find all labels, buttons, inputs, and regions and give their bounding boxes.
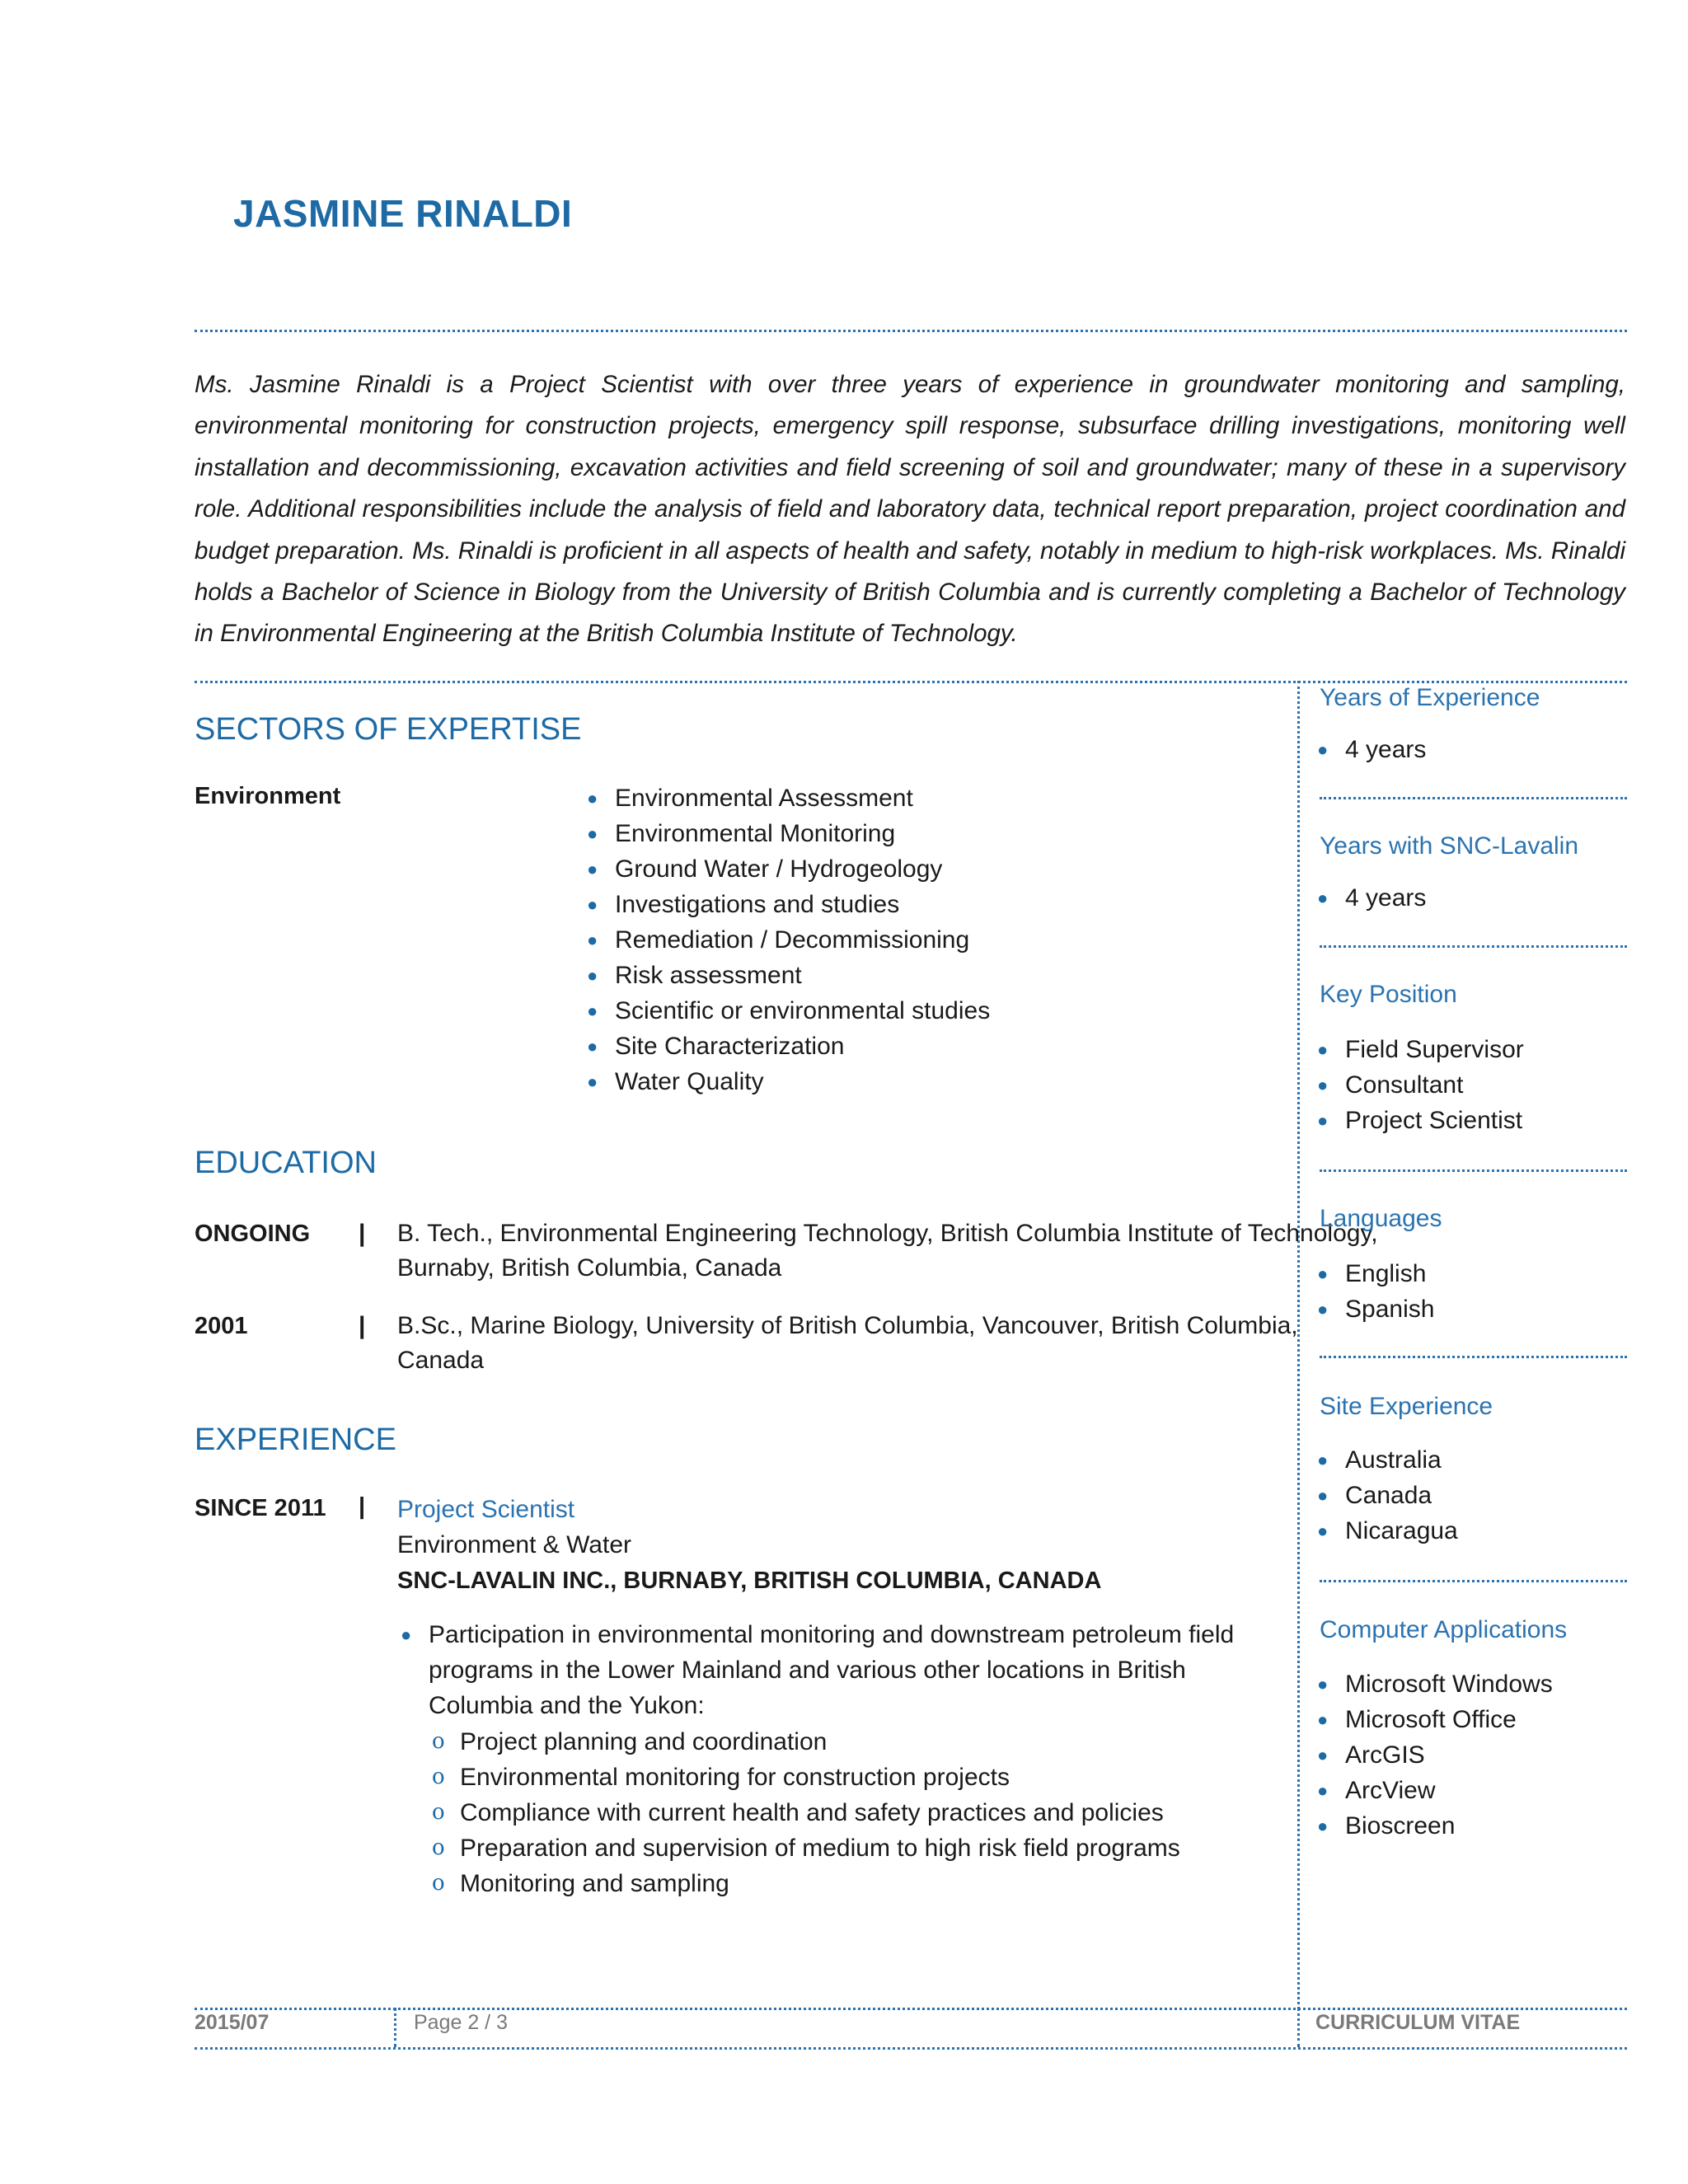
list-item: ● Australia bbox=[1314, 1442, 1458, 1478]
list-item: ● Spanish bbox=[1314, 1291, 1434, 1327]
footer-bottom-rule bbox=[195, 2047, 1627, 2050]
bullet-icon: ● bbox=[1317, 1299, 1329, 1319]
list-item: ● ArcView bbox=[1314, 1773, 1553, 1808]
education-year: 2001 bbox=[195, 1313, 248, 1339]
list-item: ● Water Quality bbox=[584, 1064, 990, 1099]
bullet-icon: ● bbox=[1317, 1263, 1329, 1284]
sector-list bbox=[584, 780, 990, 1099]
key-position-heading: Key Position bbox=[1320, 981, 1457, 1008]
bullet-icon: ● bbox=[1317, 1709, 1329, 1730]
bullet-icon: ● bbox=[1317, 1075, 1329, 1095]
list-item: o Compliance with current health and safety practices and policies bbox=[429, 1795, 1180, 1830]
list-item: ● Environmental Monitoring bbox=[584, 816, 990, 851]
list-item: ● Risk assessment bbox=[584, 958, 990, 993]
separator: | bbox=[359, 1220, 366, 1247]
list-item: ● 4 years bbox=[1314, 880, 1426, 916]
bullet-icon: ● bbox=[1317, 1816, 1329, 1836]
site-experience-heading: Site Experience bbox=[1320, 1393, 1493, 1420]
education-description: B. Tech., Environmental Engineering Technology, British Columbia Institute of Technology, Burnaby, British Columbia, Canada bbox=[397, 1220, 1378, 1282]
bullet-icon: ● bbox=[587, 894, 598, 915]
list-item: ● Ground Water / Hydrogeology bbox=[584, 851, 990, 887]
experience-bullets bbox=[397, 1617, 1271, 1723]
experience-period: SINCE 2011 bbox=[195, 1495, 326, 1521]
list-item: ● Field Supervisor bbox=[1314, 1032, 1524, 1067]
separator: | bbox=[359, 1312, 366, 1339]
key-position-list bbox=[1314, 1032, 1524, 1138]
job-division: Environment & Water bbox=[397, 1531, 631, 1558]
list-item: ● Investigations and studies bbox=[584, 887, 990, 922]
separator: | bbox=[359, 1493, 366, 1520]
employer-name: SNC-LAVALIN INC., BURNABY, BRITISH COLUMBIA, CANADA bbox=[397, 1568, 1102, 1594]
sectors-heading: SECTORS OF EXPERTISE bbox=[195, 712, 582, 747]
education-description: B.Sc., Marine Biology, University of British Columbia, Vancouver, British Columbia, Canada bbox=[397, 1312, 1298, 1374]
bullet-icon: ● bbox=[401, 1624, 412, 1645]
years-experience-list bbox=[1314, 732, 1426, 767]
education-heading: EDUCATION bbox=[195, 1146, 377, 1180]
bullet-icon: ● bbox=[1317, 1745, 1329, 1765]
site-experience-list bbox=[1314, 1442, 1458, 1549]
education-year: ONGOING bbox=[195, 1221, 311, 1247]
list-item: ● Microsoft Windows bbox=[1314, 1666, 1553, 1702]
list-item: ● Canada bbox=[1314, 1478, 1458, 1513]
list-item: ● Project Scientist bbox=[1314, 1103, 1524, 1138]
bullet-icon: ● bbox=[587, 1001, 598, 1021]
bullet-icon: ● bbox=[1317, 1039, 1329, 1060]
experience-sub-list bbox=[429, 1724, 1180, 1901]
list-item: o Project planning and coordination bbox=[429, 1724, 1180, 1760]
bullet-icon: ● bbox=[1317, 1780, 1329, 1801]
bullet-icon: ● bbox=[1317, 1485, 1329, 1506]
sidebar-divider bbox=[1320, 797, 1627, 799]
list-item: ● Scientific or environmental studies bbox=[584, 993, 990, 1029]
list-item: ● Microsoft Office bbox=[1314, 1702, 1553, 1737]
sub-bullet-icon: o bbox=[432, 1729, 445, 1754]
header-divider bbox=[195, 330, 1627, 332]
years-experience-heading: Years of Experience bbox=[1320, 684, 1540, 711]
list-item: ● Site Characterization bbox=[584, 1029, 990, 1064]
computer-apps-list bbox=[1314, 1666, 1553, 1844]
list-item: ● Nicaragua bbox=[1314, 1513, 1458, 1549]
list-item: ● Bioscreen bbox=[1314, 1808, 1553, 1844]
bullet-icon: ● bbox=[587, 965, 598, 986]
bullet-icon: ● bbox=[587, 1071, 598, 1092]
bullet-icon: ● bbox=[1317, 888, 1329, 908]
list-item: ● Participation in environmental monitoring and downstream petroleum field programs in the Lower Mainland and various other locations in British Columbia and the Yukon: bbox=[397, 1617, 1271, 1723]
summary-divider bbox=[195, 681, 1627, 683]
bullet-icon: ● bbox=[587, 788, 598, 808]
list-item: ● Environmental Assessment bbox=[584, 780, 990, 816]
job-title: Project Scientist bbox=[397, 1496, 575, 1523]
bullet-icon: ● bbox=[1317, 1110, 1329, 1131]
footer-divider bbox=[394, 2008, 396, 2047]
bullet-icon: ● bbox=[587, 823, 598, 844]
list-item: ● English bbox=[1314, 1256, 1434, 1291]
sidebar-divider bbox=[1320, 1580, 1627, 1582]
footer-date: 2015/07 bbox=[195, 2011, 270, 2034]
list-item: o Monitoring and sampling bbox=[429, 1866, 1180, 1901]
bullet-icon: ● bbox=[1317, 1450, 1329, 1470]
page-number: Page 2 / 3 bbox=[414, 2011, 508, 2034]
languages-list bbox=[1314, 1256, 1434, 1327]
list-item: o Preparation and supervision of medium to high risk field programs bbox=[429, 1830, 1180, 1866]
years-snc-list bbox=[1314, 880, 1426, 916]
footer-divider bbox=[1297, 2008, 1300, 2047]
sub-bullet-icon: o bbox=[432, 1765, 445, 1789]
candidate-name: JASMINE RINALDI bbox=[233, 192, 573, 235]
bullet-icon: ● bbox=[1317, 1521, 1329, 1541]
bullet-icon: ● bbox=[1317, 739, 1329, 760]
sidebar-divider bbox=[1320, 1169, 1627, 1172]
profile-summary: Ms. Jasmine Rinaldi is a Project Scientist with over three years of experience in groundwater monitoring and sampling, environmental monitoring for construction projects, emergency spill response, subsurface drilling investigations, monitoring well installation and decommissioning, excavation activities and field screening of soil and groundwater; many of these in a supervisory role. Additional responsibilities include the analysis of field and laboratory data, technical report preparation, project coordination and budget preparation. Ms. Rinaldi is proficient in all aspects of health and safety, notably in medium to high-risk workplaces. Ms. Rinaldi holds a Bachelor of Science in Biology from the University of British Columbia and is currently completing a Bachelor of Technology in Environmental Engineering at the British Columbia Institute of Technology. bbox=[195, 371, 1625, 648]
document-type: CURRICULUM VITAE bbox=[1315, 2011, 1521, 2034]
list-item: ● Remediation / Decommissioning bbox=[584, 922, 990, 958]
sub-bullet-icon: o bbox=[432, 1871, 445, 1896]
list-item: o Environmental monitoring for construction projects bbox=[429, 1760, 1180, 1795]
bullet-icon: ● bbox=[587, 859, 598, 879]
bullet-icon: ● bbox=[587, 1036, 598, 1057]
sidebar-divider bbox=[1320, 945, 1627, 948]
sub-bullet-icon: o bbox=[432, 1835, 445, 1860]
languages-heading: Languages bbox=[1320, 1205, 1442, 1232]
experience-heading: EXPERIENCE bbox=[195, 1422, 396, 1457]
computer-apps-heading: Computer Applications bbox=[1320, 1616, 1568, 1643]
list-item: ● ArcGIS bbox=[1314, 1737, 1553, 1773]
years-snc-heading: Years with SNC-Lavalin bbox=[1320, 832, 1579, 860]
footer-top-rule bbox=[195, 2008, 1627, 2010]
sidebar-divider bbox=[1320, 1356, 1627, 1358]
sector-label: Environment bbox=[195, 783, 341, 809]
sub-bullet-icon: o bbox=[432, 1800, 445, 1825]
bullet-icon: ● bbox=[1317, 1674, 1329, 1694]
bullet-icon: ● bbox=[587, 930, 598, 950]
list-item: ● 4 years bbox=[1314, 732, 1426, 767]
list-item: ● Consultant bbox=[1314, 1067, 1524, 1103]
